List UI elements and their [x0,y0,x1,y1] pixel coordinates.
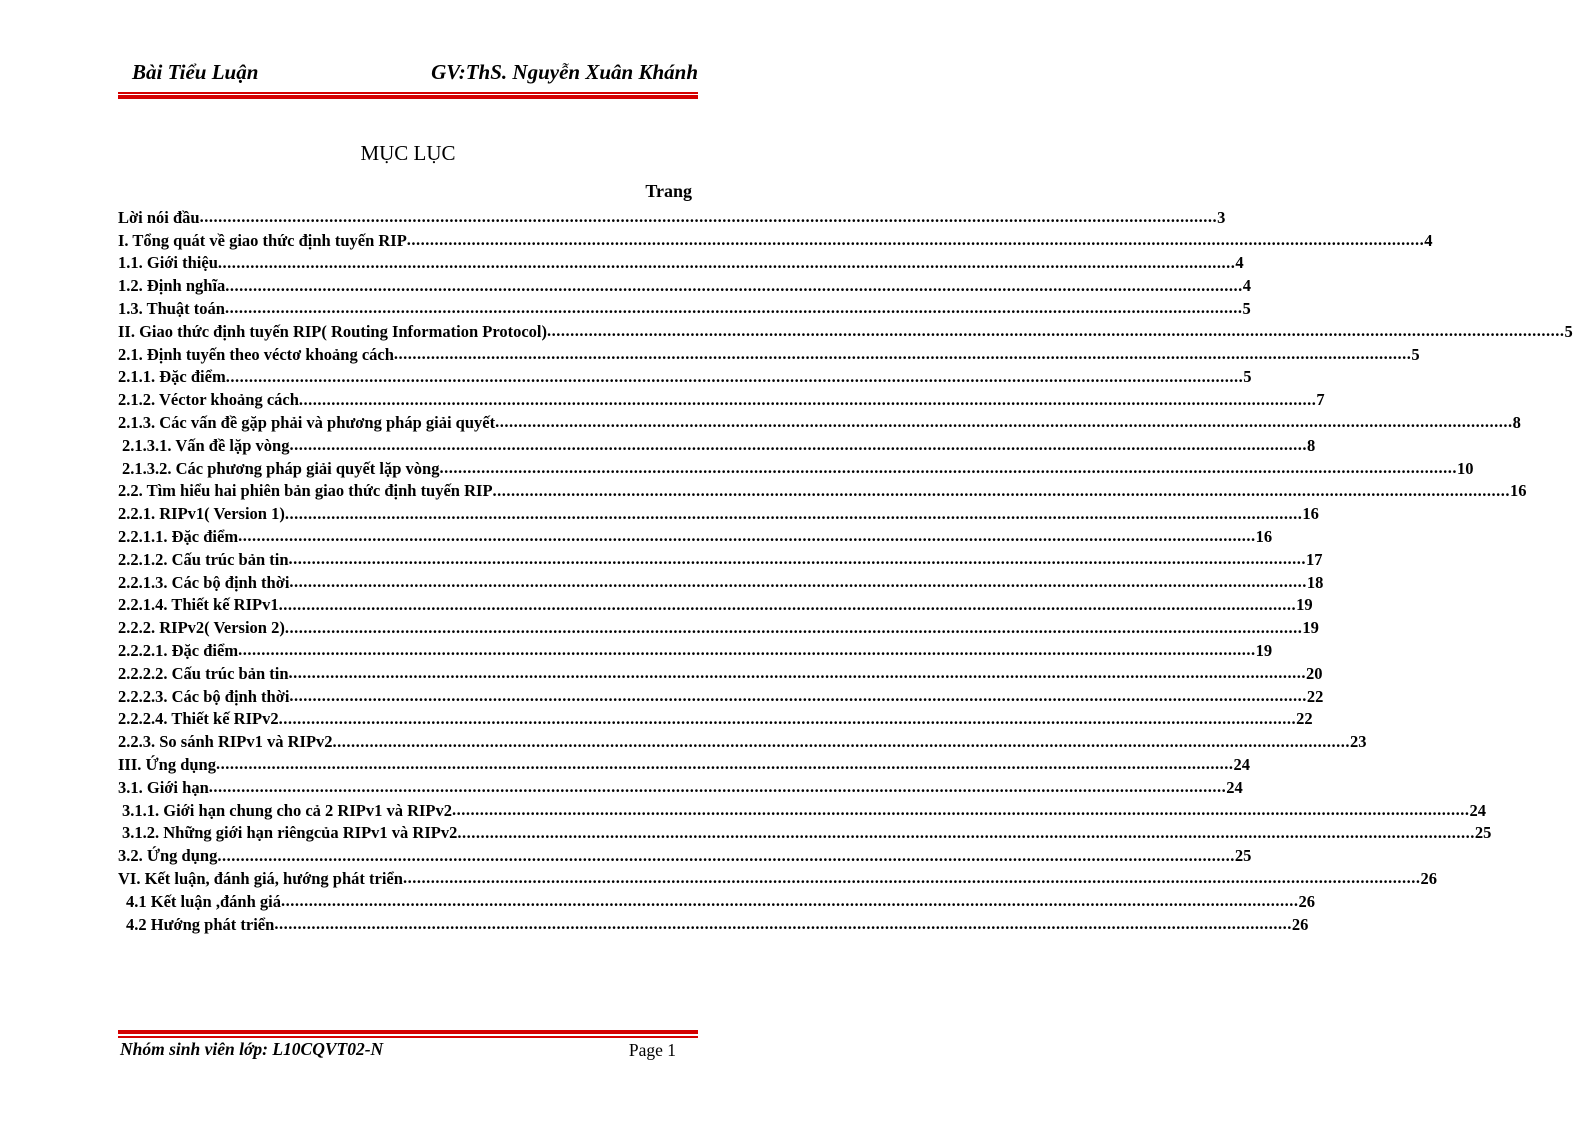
toc-entry-label: 2.1.3. Các vấn đề gặp phải và phương pháp giải quyết [118,412,496,432]
table-of-contents [118,205,1573,935]
toc-leader-dots: ............................................................................................................................................................................................................................ [225,366,1244,386]
page-header [118,58,698,90]
toc-leader-dots: ............................................................................................................................................................................................................................ [284,617,1303,637]
toc-entry-page: 19 [1255,640,1273,660]
header-document-type: Bài Tiểu Luận [132,60,259,84]
toc-leader-dots: ............................................................................................................................................................................................................................ [280,891,1299,911]
toc-entry-page: 22 [1306,686,1324,706]
toc-leader-dots: ............................................................................................................................................................................................................................ [495,412,1513,432]
toc-entry-page: 5 [1564,321,1573,341]
toc-entry-page: 18 [1306,572,1324,592]
toc-entry-label: I. Tổng quát về giao thức định tuyến RIP [118,230,407,250]
toc-leader-dots: ............................................................................................................................................................................................................................ [284,503,1303,523]
toc-entry-label: 2.2.2.4. Thiết kế RIPv2 [118,709,279,729]
toc-entry [118,775,1243,798]
toc-leader-dots: ............................................................................................................................................................................................................................ [288,549,1307,569]
toc-leader-dots: ............................................................................................................................................................................................................................ [439,458,1457,478]
toc-entry [118,342,1420,365]
toc-entry-label: 2.2.1.1. Đặc điểm [118,526,239,546]
toc-entry-page: 17 [1306,549,1323,569]
toc-entry-page: 4 [1235,253,1244,273]
toc-leader-dots: ............................................................................................................................................................................................................................ [402,868,1421,888]
toc-entry-page: 23 [1350,732,1367,752]
toc-leader-dots: ............................................................................................................................................................................................................................ [199,207,1218,227]
toc-leader-dots: ............................................................................................................................................................................................................................ [208,777,1227,797]
toc-entry-label: 2.2.1.2. Cấu trúc bản tin [118,549,289,569]
toc-entry [118,729,1367,752]
toc-entry [118,524,1273,547]
toc-leader-dots: ............................................................................................................................................................................................................................ [224,298,1243,318]
toc-entry [118,501,1319,524]
toc-entry [118,638,1273,661]
toc-entry-label: 2.2.2.1. Đặc điểm [118,640,239,660]
toc-entry [118,228,1433,251]
toc-entry-label: 2.2.1.3. Các bộ định thời [118,572,290,592]
toc-entry [118,821,1492,844]
toc-entry-label: Lời nói đầu [118,207,200,227]
toc-entry [118,912,1309,935]
toc-entry-label: 2.2.3. So sánh RIPv1 và RIPv2 [118,732,333,752]
toc-entry-label: 1.3. Thuật toán [118,298,225,318]
footer-rule-thin [118,1036,698,1038]
toc-entry [118,593,1313,616]
toc-entry-label: 3.1.2. Những giới hạn riêngcủa RIPv1 và RIPv2 [122,823,458,843]
toc-entry-page: 19 [1296,595,1313,615]
toc-entry-page: 16 [1510,481,1527,501]
toc-entry [118,433,1316,456]
toc-entry [118,798,1486,821]
toc-entry-page: 20 [1306,663,1323,683]
toc-leader-dots: ............................................................................................................................................................................................................................ [278,594,1297,614]
header-instructor: GV:ThS. Nguyễn Xuân Khánh [431,60,698,84]
toc-leader-dots: ............................................................................................................................................................................................................................ [278,708,1297,728]
toc-entry-page: 25 [1234,846,1252,866]
toc-entry-label: 2.1.3.1. Vấn đề lặp vòng [122,435,290,455]
toc-entry [118,205,1226,228]
toc-leader-dots: ............................................................................................................................................................................................................................ [452,800,1470,820]
toc-entry-label: 2.1.2. Véctor khoảng cách [118,390,299,410]
toc-entry-label: 2.2.1.4. Thiết kế RIPv1 [118,595,279,615]
footer-rule-thick [118,1030,698,1034]
toc-leader-dots: ............................................................................................................................................................................................................................ [492,480,1511,500]
toc-entry-label: 3.1. Giới hạn [118,777,209,797]
toc-leader-dots: ............................................................................................................................................................................................................................ [298,389,1317,409]
toc-entry [118,707,1313,730]
toc-entry-page: 10 [1457,458,1474,478]
toc-entry [118,889,1315,912]
toc-entry [118,661,1323,684]
toc-entry-label: 4.1 Kết luận ,đánh giá [126,891,281,911]
toc-entry-label: 2.2.2. RIPv2( Version 2) [118,618,285,638]
toc-entry-label: 1.2. Định nghĩa [118,276,226,296]
header-rule-thin [118,92,698,94]
toc-entry-page: 26 [1420,868,1437,888]
toc-entry [118,547,1323,570]
toc-entry-label: 2.2.1. RIPv1( Version 1) [118,504,285,524]
toc-entry-page: 5 [1411,344,1420,364]
toc-leader-dots: ............................................................................................................................................................................................................................ [225,275,1243,295]
toc-entry [118,866,1437,889]
toc-entry [118,843,1252,866]
toc-leader-dots: ............................................................................................................................................................................................................................ [457,822,1475,842]
toc-entry-page: 24 [1469,800,1486,820]
toc-entry-label: 2.2.2.2. Cấu trúc bản tin [118,663,289,683]
toc-entry-page: 8 [1306,435,1316,455]
toc-entry-label: VI. Kết luận, đánh giá, hướng phát triển [118,868,403,888]
toc-entry-label: 2.1.3.2. Các phương pháp giải quyết lặp vòng [122,458,440,478]
toc-entry-page: 7 [1316,390,1325,410]
toc-entry-label: 2.1. Định tuyến theo véctơ khoảng cách [118,344,394,364]
toc-leader-dots: ............................................................................................................................................................................................................................ [289,435,1307,455]
toc-leader-dots: ............................................................................................................................................................................................................................ [332,731,1351,751]
toc-leader-dots: ............................................................................................................................................................................................................................ [238,526,1256,546]
page-column-label: Trang [645,181,692,201]
toc-entry [118,319,1573,342]
toc-entry [118,684,1324,707]
toc-entry-page: 3 [1217,207,1226,227]
toc-entry-label: 3.2. Ứng dụng [118,846,218,866]
toc-leader-dots: ............................................................................................................................................................................................................................ [393,344,1412,364]
toc-entry [118,479,1527,502]
toc-leader-dots: ............................................................................................................................................................................................................................ [547,321,1565,341]
toc-entry [118,615,1319,638]
toc-leader-dots: ............................................................................................................................................................................................................................ [289,572,1307,592]
toc-leader-dots: ............................................................................................................................................................................................................................ [406,230,1425,250]
toc-entry-page: 26 [1291,914,1309,934]
toc-leader-dots: ............................................................................................................................................................................................................................ [217,845,1235,865]
toc-leader-dots: ............................................................................................................................................................................................................................ [217,252,1236,272]
footer-page-number: Page 1 [628,1040,676,1060]
toc-entry-page: 24 [1226,777,1243,797]
toc-entry-page: 5 [1242,298,1251,318]
toc-entry-page: 5 [1243,367,1252,387]
page-title: MỤC LỤC [360,141,456,165]
toc-entry-page: 26 [1298,891,1315,911]
toc-entry [118,296,1251,319]
toc-leader-dots: ............................................................................................................................................................................................................................ [288,663,1307,683]
header-rule-thick [118,95,698,99]
toc-entry-page: 19 [1302,618,1319,638]
toc-entry [118,251,1244,274]
toc-entry-page: 4 [1424,230,1433,250]
toc-entry [118,570,1324,593]
toc-entry [118,273,1252,296]
toc-leader-dots: ............................................................................................................................................................................................................................ [274,914,1292,933]
toc-entry-page: 16 [1302,504,1319,524]
toc-leader-dots: ............................................................................................................................................................................................................................ [215,754,1234,774]
toc-entry-label: 2.2. Tìm hiểu hai phiên bản giao thức định tuyến RIP [118,481,493,501]
toc-leader-dots: ............................................................................................................................................................................................................................ [289,686,1307,706]
toc-leader-dots: ............................................................................................................................................................................................................................ [238,640,1256,660]
toc-entry-label: II. Giao thức định tuyến RIP( Routing Information Protocol) [118,321,547,341]
toc-entry-page: 22 [1296,709,1313,729]
toc-entry-page: 25 [1474,823,1492,843]
toc-entry-label: 4.2 Hướng phát triển [126,914,275,934]
toc-entry-page: 16 [1255,526,1273,546]
toc-entry-label: 2.1.1. Đặc điểm [118,367,226,387]
toc-entry-page: 4 [1242,276,1252,296]
toc-entry-page: 24 [1233,754,1250,774]
toc-entry-label: 1.1. Giới thiệu [118,253,218,273]
toc-entry [118,410,1521,433]
toc-entry-label: 2.2.2.3. Các bộ định thời [118,686,290,706]
toc-entry [118,456,1474,479]
toc-entry [118,387,1325,410]
toc-entry-label: III. Ứng dụng [118,754,216,774]
footer-group-name: Nhóm sinh viên lớp: L10CQVT02-N [120,1039,384,1059]
toc-entry [118,365,1252,388]
toc-entry-label: 3.1.1. Giới hạn chung cho cả 2 RIPv1 và RIPv2 [122,800,452,820]
toc-entry [118,752,1250,775]
toc-entry-page: 8 [1512,412,1521,432]
